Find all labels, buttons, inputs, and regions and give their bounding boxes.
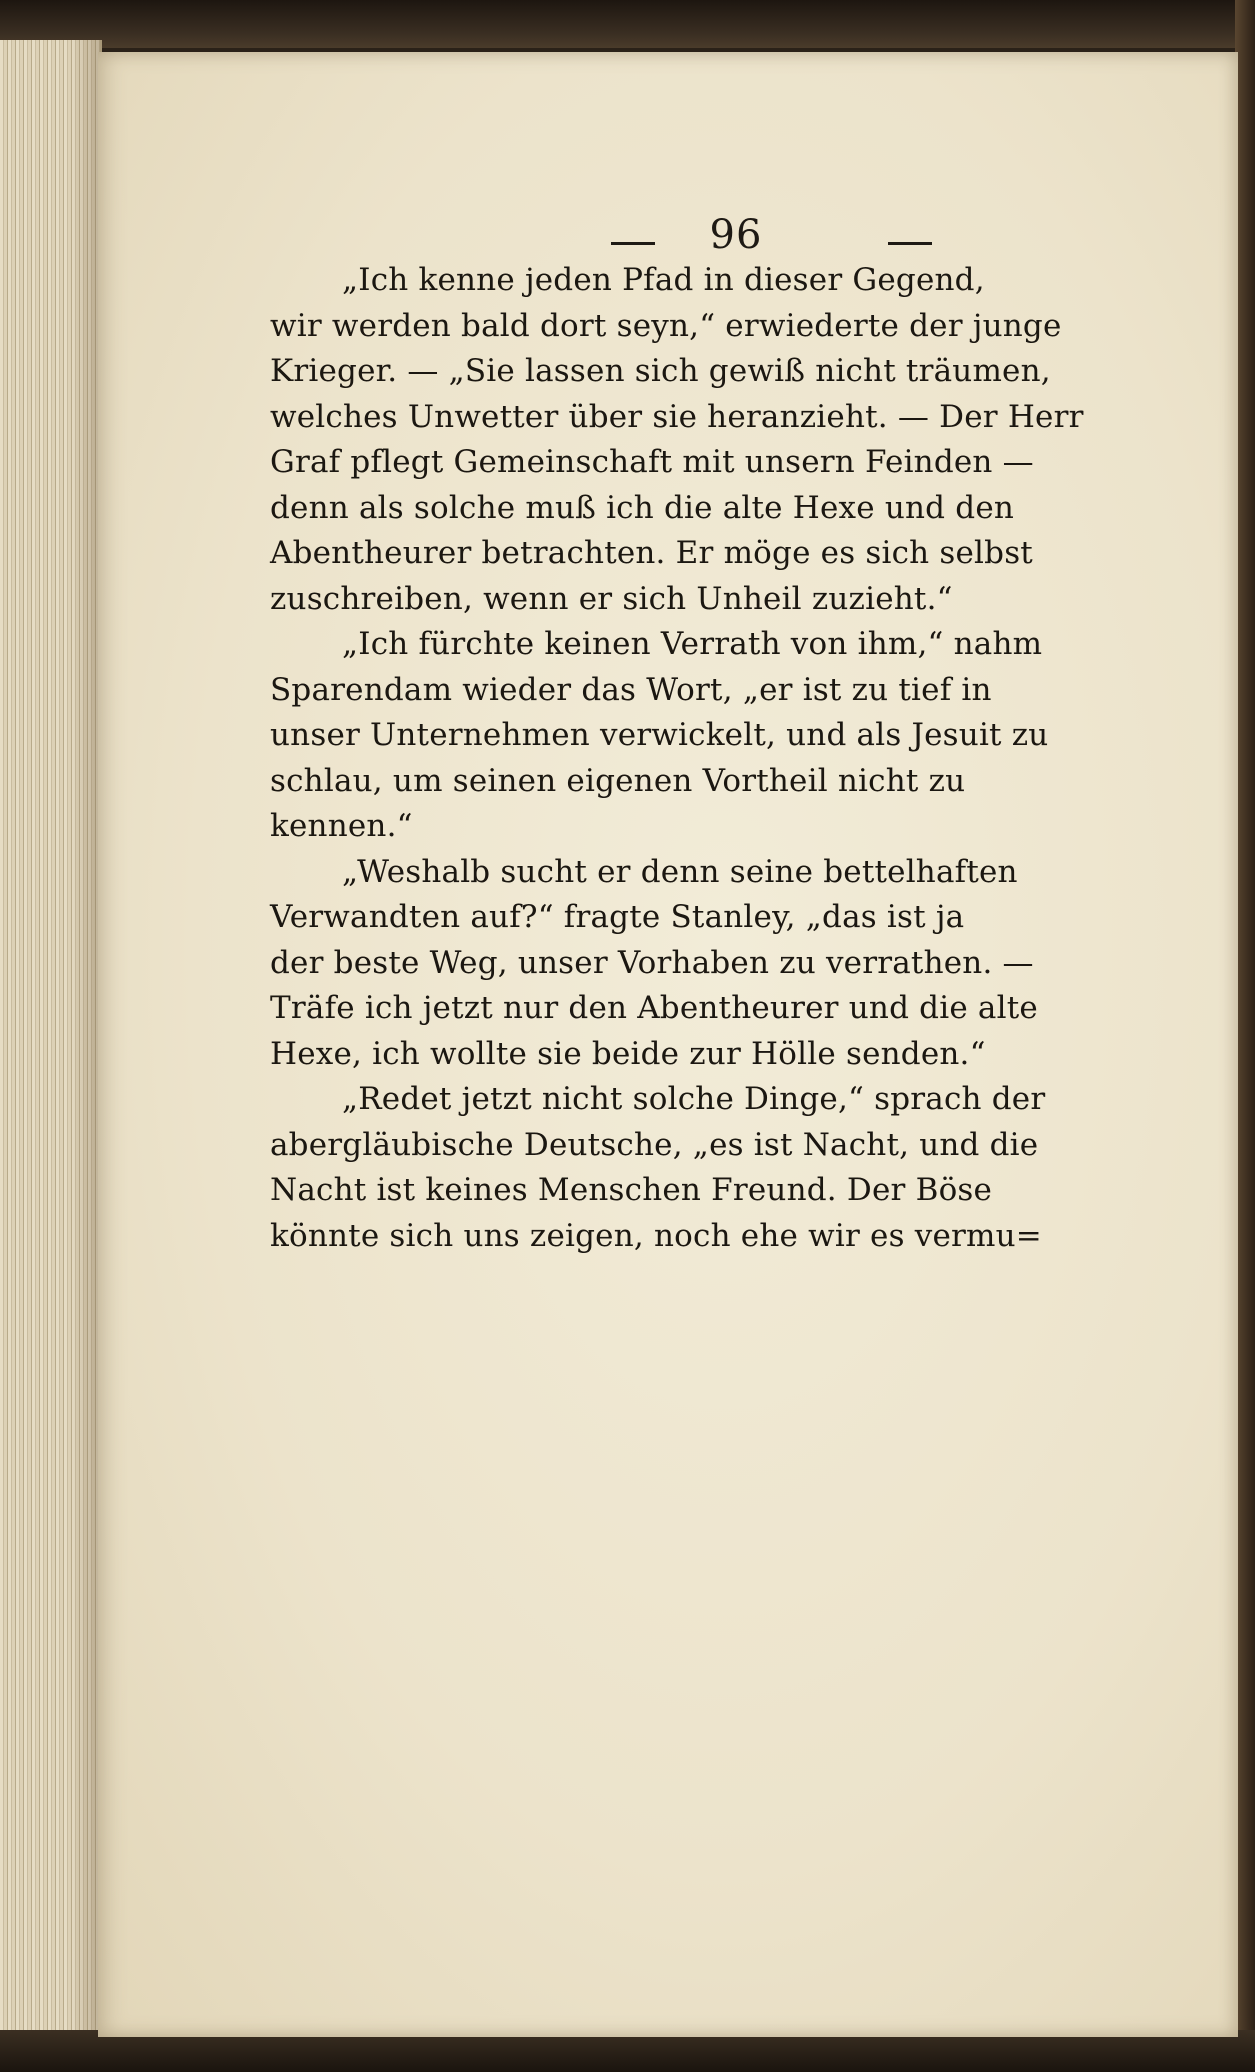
text-line: Abentheurer betrachten. Er möge es sich selbst xyxy=(270,535,1033,571)
text-line: denn als solche muß ich die alte Hexe und den xyxy=(270,489,1015,526)
text-line: kennen.“ xyxy=(270,808,413,844)
header-dash-right xyxy=(888,242,932,245)
text-line: der beste Weg, unser Vorhaben zu verrathen. — xyxy=(270,944,1034,981)
text-line: welches Unwetter über sie heranzieht. — Der Herr xyxy=(270,398,1084,435)
text-line: Träfe ich jetzt nur den Abentheurer und die alte xyxy=(270,990,1038,1026)
text-line: Verwandten auf?“ fragte Stanley, „das ist ja xyxy=(270,899,965,935)
book-cover-top xyxy=(0,0,1255,48)
page-number xyxy=(98,212,1238,258)
text-line: Graf pflegt Gemeinschaft mit unsern Feinden — xyxy=(270,444,1034,480)
body-text xyxy=(270,258,1084,1259)
text-line: könnte sich uns zeigen, noch ehe wir es vermu= xyxy=(270,1217,1042,1254)
text-line: zuschreiben, wenn er sich Unheil zuzieht.“ xyxy=(270,580,953,617)
text-line: „Ich fürchte keinen Verrath von ihm,“ nahm xyxy=(342,626,1043,662)
text-line: unser Unternehmen verwickelt, und als Jesuit zu xyxy=(270,717,1049,753)
text-line: Sparendam wieder das Wort, „er ist zu tief in xyxy=(270,671,992,708)
text-line: Nacht ist keines Menschen Freund. Der Böse xyxy=(270,1172,993,1208)
text-line: „Redet jetzt nicht solche Dinge,“ sprach der xyxy=(342,1081,1046,1117)
page-edges xyxy=(0,40,102,2035)
page-number-text: 96 xyxy=(709,212,763,258)
text-line: schlau, um seinen eigenen Vortheil nicht zu xyxy=(270,762,966,799)
text-line: wir werden bald dort seyn,“ erwiederte der junge xyxy=(270,307,1062,344)
text-line: Hexe, ich wollte sie beide zur Hölle senden.“ xyxy=(270,1035,986,1072)
text-line: „Weshalb sucht er denn seine bettelhaften xyxy=(342,853,1018,890)
text-line: Krieger. — „Sie lassen sich gewiß nicht träumen, xyxy=(270,353,1051,389)
text-line: „Ich kenne jeden Pfad in dieser Gegend, xyxy=(342,262,985,298)
book-binding xyxy=(1235,0,1255,2072)
text-line: abergläubische Deutsche, „es ist Nacht, und die xyxy=(270,1126,1039,1163)
